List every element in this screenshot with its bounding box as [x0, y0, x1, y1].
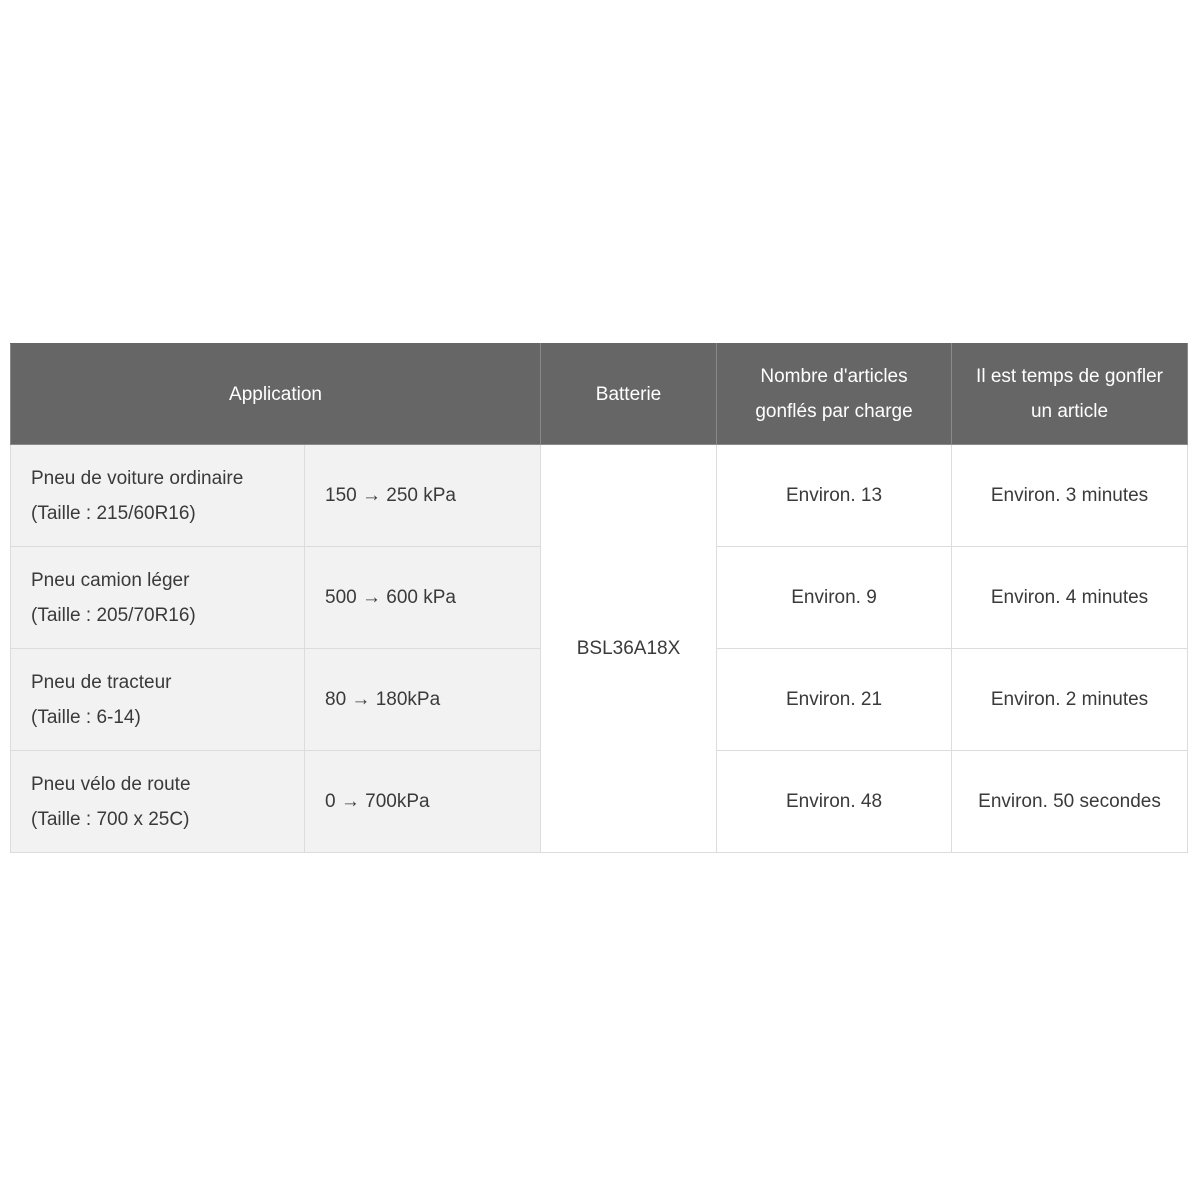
application-size: (Taille : 205/70R16)	[31, 604, 196, 626]
time-cell: Environ. 2 minutes	[952, 649, 1188, 751]
application-name: Pneu de tracteur	[31, 671, 172, 693]
application-name: Pneu de voiture ordinaire	[31, 467, 244, 489]
pressure-cell: 500 → 600 kPa	[305, 547, 541, 649]
time-cell: Environ. 3 minutes	[952, 445, 1188, 547]
application-size: (Taille : 215/60R16)	[31, 502, 196, 524]
spec-table	[10, 343, 1188, 853]
items-cell: Environ. 9	[717, 547, 952, 649]
table-header-row	[11, 344, 1188, 445]
table-row	[11, 445, 1188, 547]
header-items-per-charge: Nombre d'articles gonflés par charge	[717, 344, 952, 445]
battery-cell: BSL36A18X	[541, 445, 717, 853]
application-cell	[11, 649, 305, 751]
items-cell: Environ. 48	[717, 751, 952, 853]
time-cell: Environ. 50 secondes	[952, 751, 1188, 853]
pressure-cell: 0 → 700kPa	[305, 751, 541, 853]
header-time-per-item: Il est temps de gonfler un article	[952, 344, 1188, 445]
application-cell	[11, 547, 305, 649]
items-cell: Environ. 21	[717, 649, 952, 751]
time-cell: Environ. 4 minutes	[952, 547, 1188, 649]
application-size: (Taille : 700 x 25C)	[31, 808, 190, 830]
header-battery: Batterie	[541, 344, 717, 445]
pressure-cell: 80 → 180kPa	[305, 649, 541, 751]
application-cell	[11, 751, 305, 853]
application-name: Pneu vélo de route	[31, 773, 191, 795]
application-name: Pneu camion léger	[31, 569, 190, 591]
header-application: Application	[11, 344, 541, 445]
application-size: (Taille : 6-14)	[31, 706, 141, 728]
pressure-cell: 150 → 250 kPa	[305, 445, 541, 547]
application-cell	[11, 445, 305, 547]
items-cell: Environ. 13	[717, 445, 952, 547]
